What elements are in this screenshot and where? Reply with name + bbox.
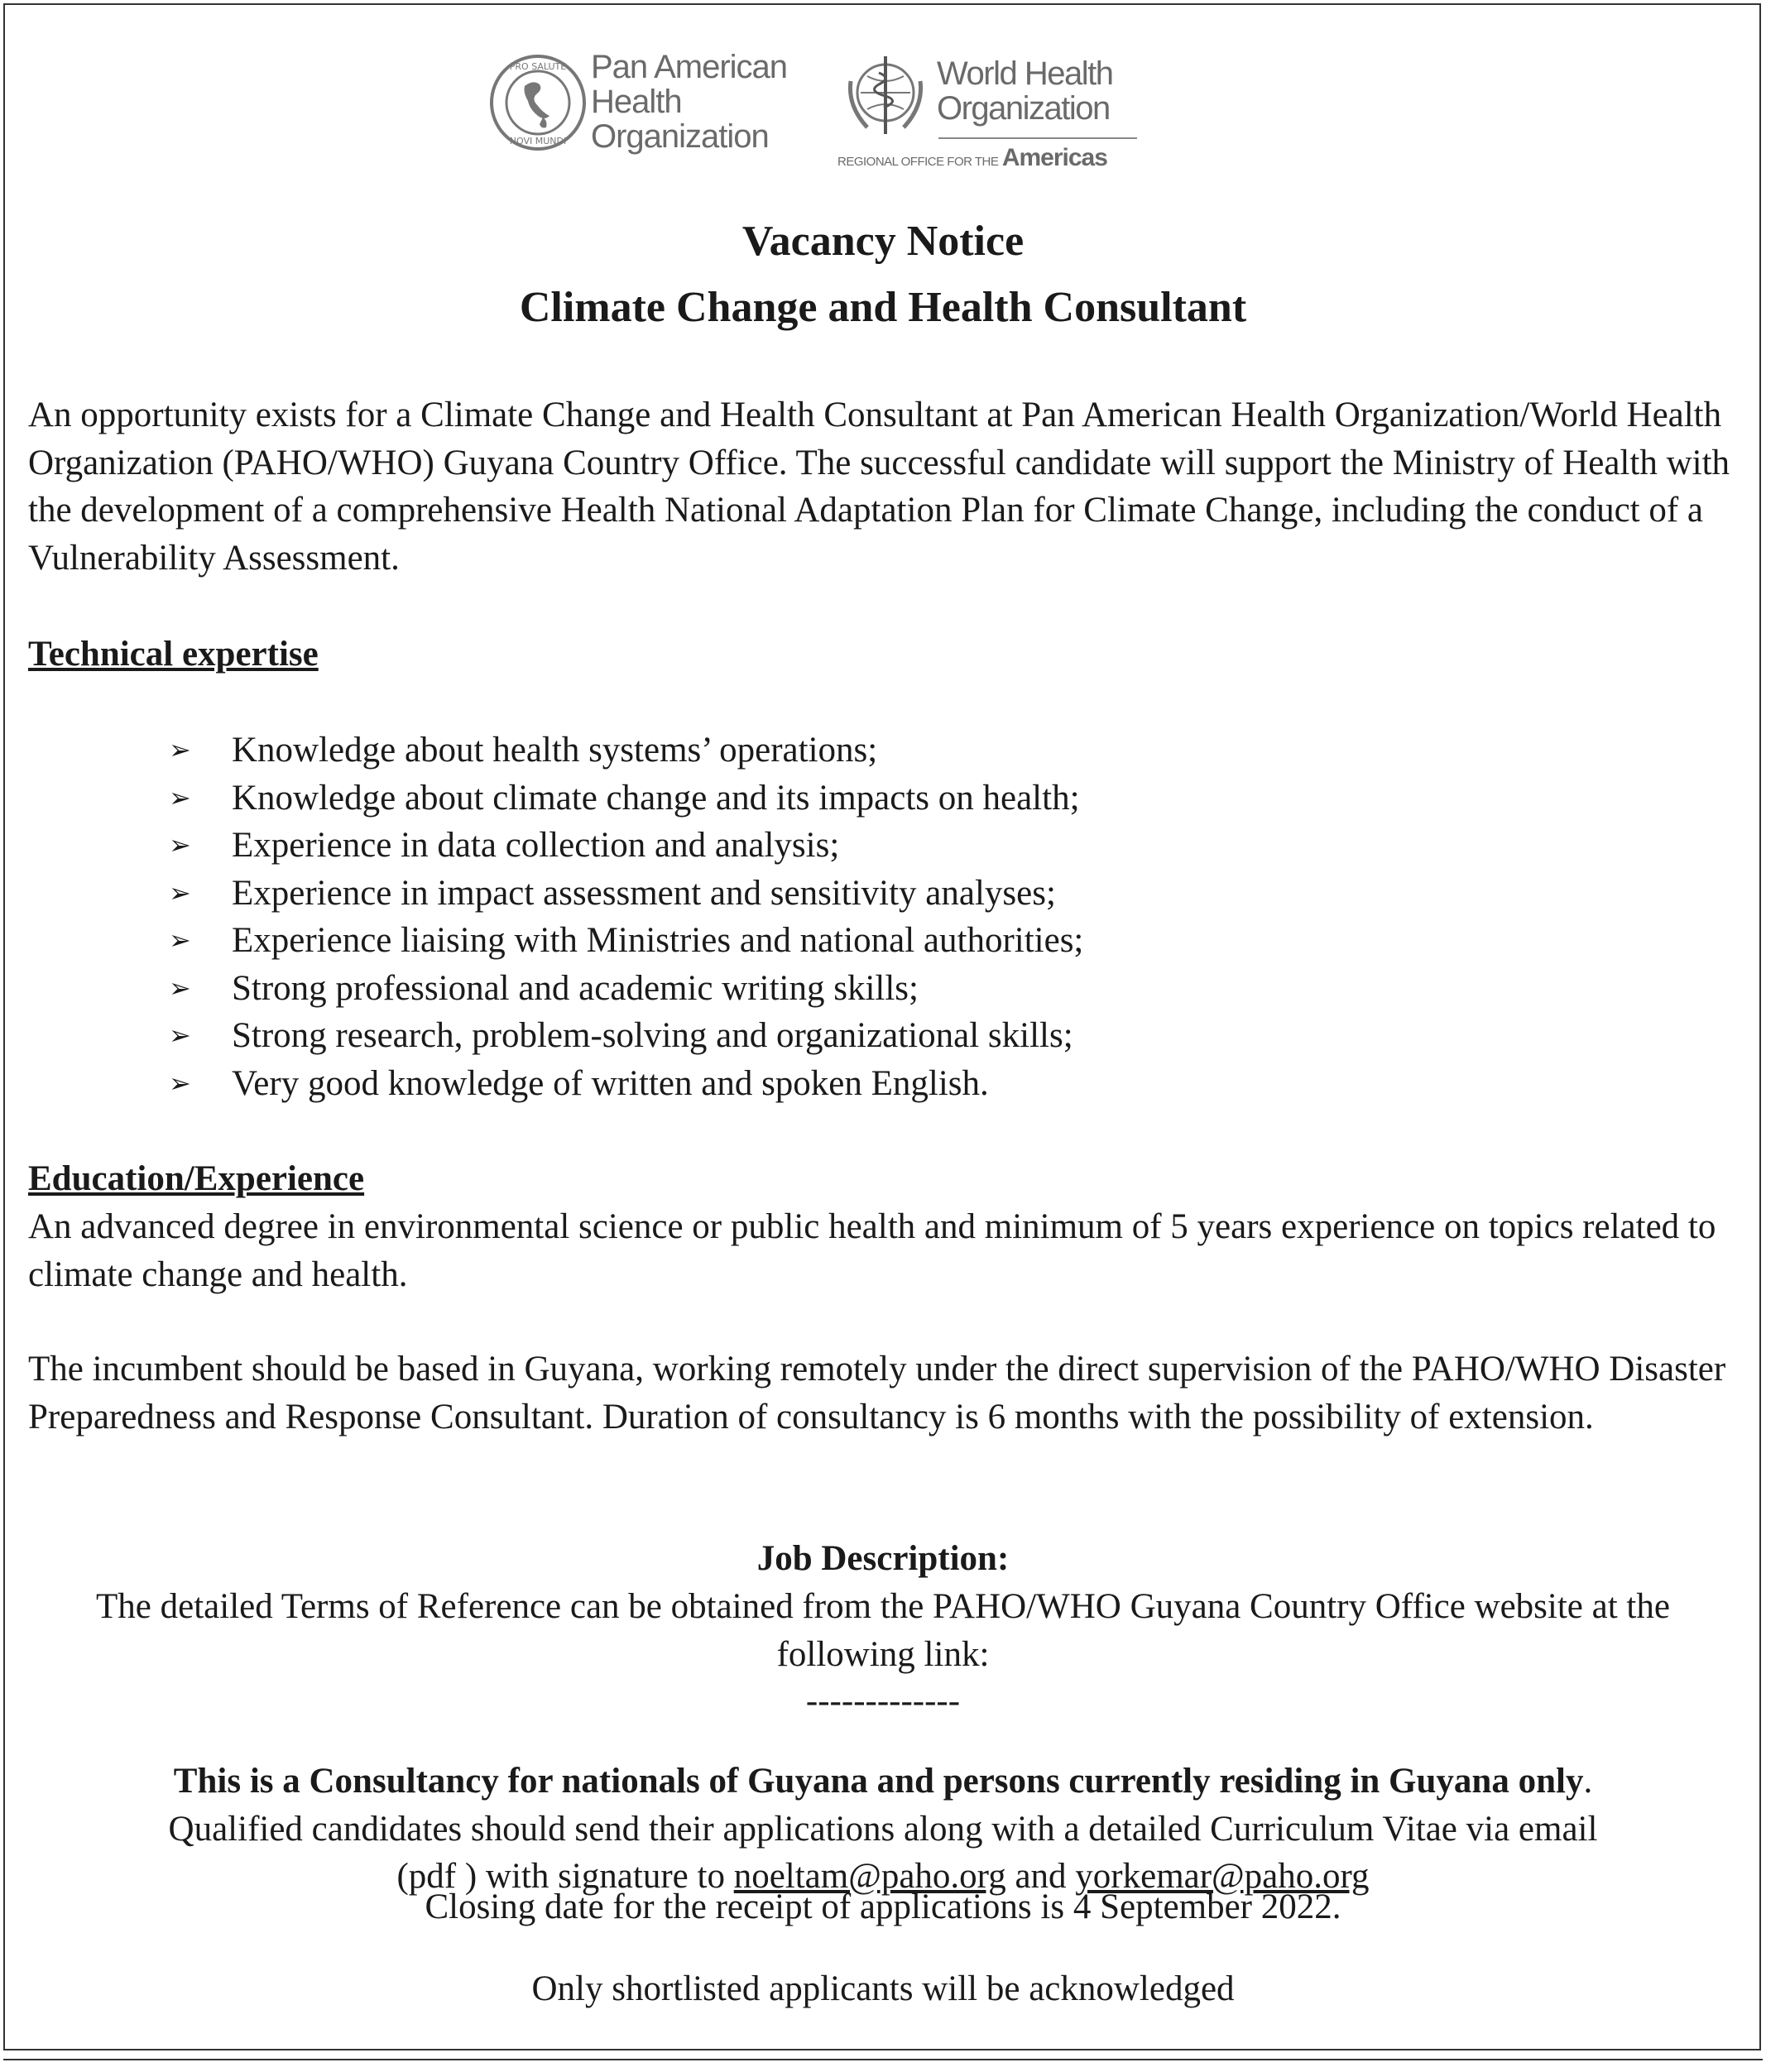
arrow-bullet-icon: ➢	[169, 924, 191, 956]
list-item-text: Strong professional and academic writing skills;	[232, 968, 919, 1008]
eligibility-period: .	[1583, 1762, 1593, 1801]
email-link-yorkemar[interactable]: yorkemar@paho.org	[1075, 1857, 1370, 1896]
arrow-bullet-icon: ➢	[169, 1067, 191, 1099]
seal-bottom-text: NOVI MUNDI	[509, 136, 567, 146]
and-text: and	[1005, 1857, 1076, 1896]
arrow-bullet-icon: ➢	[169, 1019, 191, 1051]
technical-heading: Technical expertise	[28, 635, 319, 674]
paho-seal-icon	[488, 53, 588, 152]
who-emblem-icon	[836, 48, 935, 147]
arrow-bullet-icon: ➢	[169, 734, 191, 765]
application-instructions: Qualified candidates should send their applications along with a detailed Curriculum Vitae via email	[168, 1809, 1598, 1849]
acknowledgement-note: Only shortlisted applicants will be acknowledged	[531, 1969, 1235, 2008]
seal-top-text: PRO SALUTE	[509, 61, 567, 72]
technical-list	[169, 727, 1083, 1107]
list-item	[169, 727, 1083, 775]
paho-logo	[480, 46, 803, 179]
who-divider	[938, 137, 1137, 139]
who-region-small: REGIONAL OFFICE FOR THE	[837, 155, 999, 169]
position-title: Climate Change and Health Consultant	[519, 284, 1247, 331]
paho-name-line: Organization	[591, 118, 769, 155]
arrow-bullet-icon: ➢	[169, 876, 191, 909]
paho-name	[591, 50, 787, 154]
list-item-text: Knowledge about climate change and its impacts on health;	[232, 778, 1080, 818]
intro-paragraph: An opportunity exists for a Climate Change and Health Consultant at Pan American Health Organization/World Health Organization (PAHO/WHO) Guyana Country Office. The successful candidate will support the Ministry of Health with the development of a comprehensive Health National Adaptation Plan for Climate Change, including the conduct of a Vulnerability Assessment.	[28, 396, 1730, 578]
list-item-text: Experience liaising with Ministries and national authorities;	[232, 921, 1084, 960]
eligibility-statement: This is a Consultancy for nationals of Guyana and persons currently residing in Guyana only	[173, 1762, 1584, 1801]
education-paragraph: An advanced degree in environmental science or public health and minimum of 5 years experience on topics related to climate change and health.	[28, 1207, 1716, 1294]
list-item-text: Very good knowledge of written and spoken English.	[232, 1063, 989, 1103]
list-item-text: Strong research, problem-solving and organizational skills;	[232, 1016, 1073, 1055]
list-item	[169, 965, 1083, 1013]
email-link-noeltam[interactable]: noeltam@paho.org	[733, 1857, 1006, 1896]
consultancy-block	[0, 1758, 1766, 1901]
logo-header	[480, 46, 1142, 187]
paho-name-line: Health	[591, 84, 682, 120]
list-item	[169, 775, 1083, 823]
arrow-bullet-icon: ➢	[169, 781, 191, 813]
who-name-line: Organization	[937, 90, 1110, 127]
list-item-text: Experience in data collection and analysis;	[232, 826, 840, 865]
list-item	[169, 1060, 1083, 1108]
who-region-name: Americas	[1001, 144, 1107, 171]
list-item	[169, 870, 1083, 918]
incumbent-paragraph: The incumbent should be based in Guyana, working remotely under the direct supervision of the PAHO/WHO Disaster Preparedness and Response Consultant. Duration of consultancy is 6 months with the possibility of extension.	[28, 1350, 1726, 1436]
who-region	[837, 144, 1107, 172]
page-title: Vacancy Notice	[741, 218, 1025, 265]
who-logo	[836, 46, 1150, 187]
list-item	[169, 822, 1083, 870]
job-description-heading: Job Description:	[756, 1539, 1010, 1578]
arrow-bullet-icon: ➢	[169, 971, 191, 1004]
list-item	[169, 917, 1083, 965]
who-name-line: World Health	[937, 55, 1113, 92]
consultancy-line-1	[0, 1758, 1766, 1806]
paho-name-line: Pan American	[591, 49, 788, 85]
signature-text: (pdf ) with signature to	[396, 1857, 734, 1896]
closing-date: Closing date for the receipt of applications is 4 September 2022.	[425, 1887, 1341, 1926]
list-item-text: Knowledge about health systems’ operations;	[232, 731, 878, 770]
list-item-text: Experience in impact assessment and sensitivity analyses;	[232, 873, 1056, 913]
bottom-rule	[3, 2059, 1763, 2060]
job-description-text: The detailed Terms of Reference can be obtained from the PAHO/WHO Guyana Country Office website at the following link:	[96, 1587, 1670, 1674]
link-placeholder: -------------	[805, 1681, 961, 1720]
who-name	[937, 56, 1112, 126]
arrow-bullet-icon: ➢	[169, 829, 191, 861]
education-heading: Education/Experience	[28, 1159, 365, 1198]
list-item	[169, 1012, 1083, 1060]
